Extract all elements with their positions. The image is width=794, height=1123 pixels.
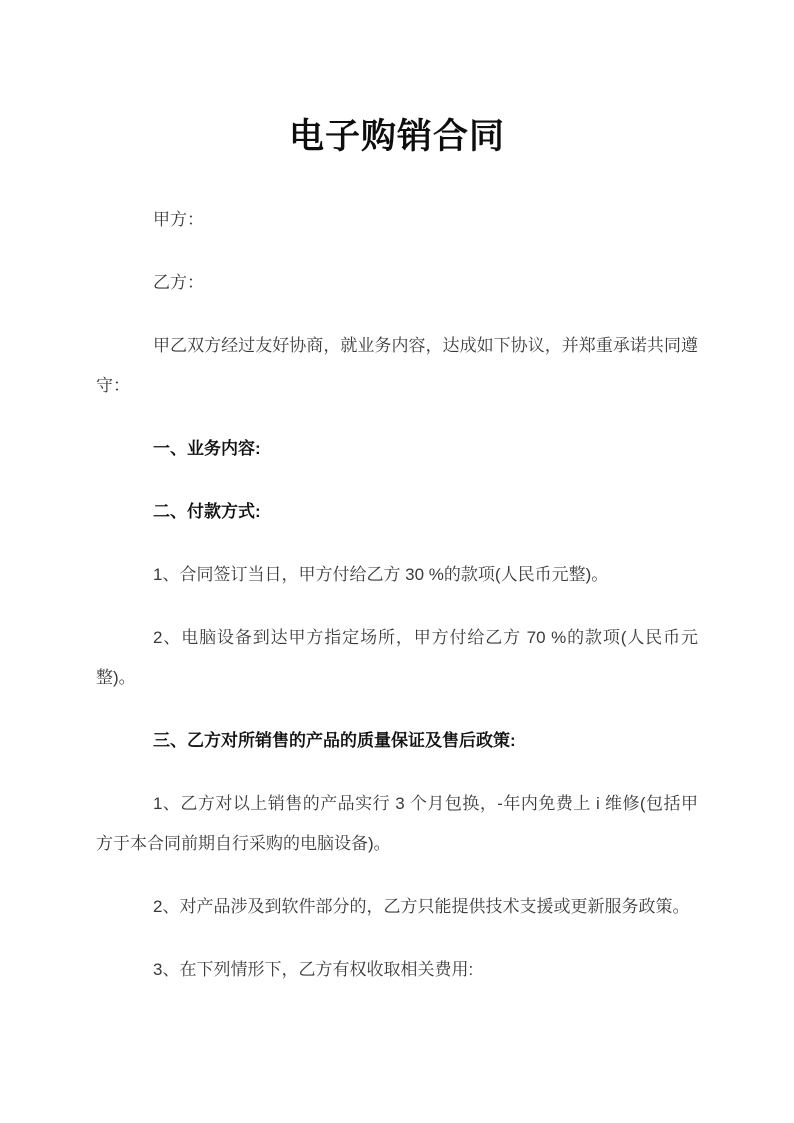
- party-a-line: 甲方：: [153, 210, 204, 229]
- section-1-heading: 一、业务内容:: [153, 439, 261, 458]
- section-2-item-2: 2、电脑设备到达甲方指定场所，甲方付给乙方 70 %的款项(人民币元整)。: [96, 628, 698, 687]
- section-3-heading: 三、乙方对所销售的产品的质量保证及售后政策:: [153, 731, 516, 750]
- title-spacer: [96, 162, 698, 200]
- section-2-heading: 二、付款方式:: [153, 502, 261, 521]
- section-3-item-3: 3、在下列情形下，乙方有权收取相关费用:: [153, 960, 474, 979]
- contract-body: [96, 0, 698, 1013]
- section-3-item-1: 1、乙方对以上销售的产品实行 3 个月包换，-年内免费上 i 维修(包括甲方于本合同前期自行采购的电脑设备)。: [96, 794, 698, 853]
- party-b-line: 乙方：: [153, 273, 204, 292]
- section-2-item-1: 1、合同签订当日，甲方付给乙方 30 %的款项(人民币元整)。: [153, 565, 609, 584]
- contract-title: 电子购销合同: [288, 117, 505, 156]
- preamble-paragraph: 甲乙双方经过友好协商，就业务内容，达成如下协议，并郑重承诺共同遵守：: [96, 336, 698, 395]
- section-3-item-2: 2、对产品涉及到软件部分的，乙方只能提供技术支援或更新服务政策。: [153, 897, 690, 916]
